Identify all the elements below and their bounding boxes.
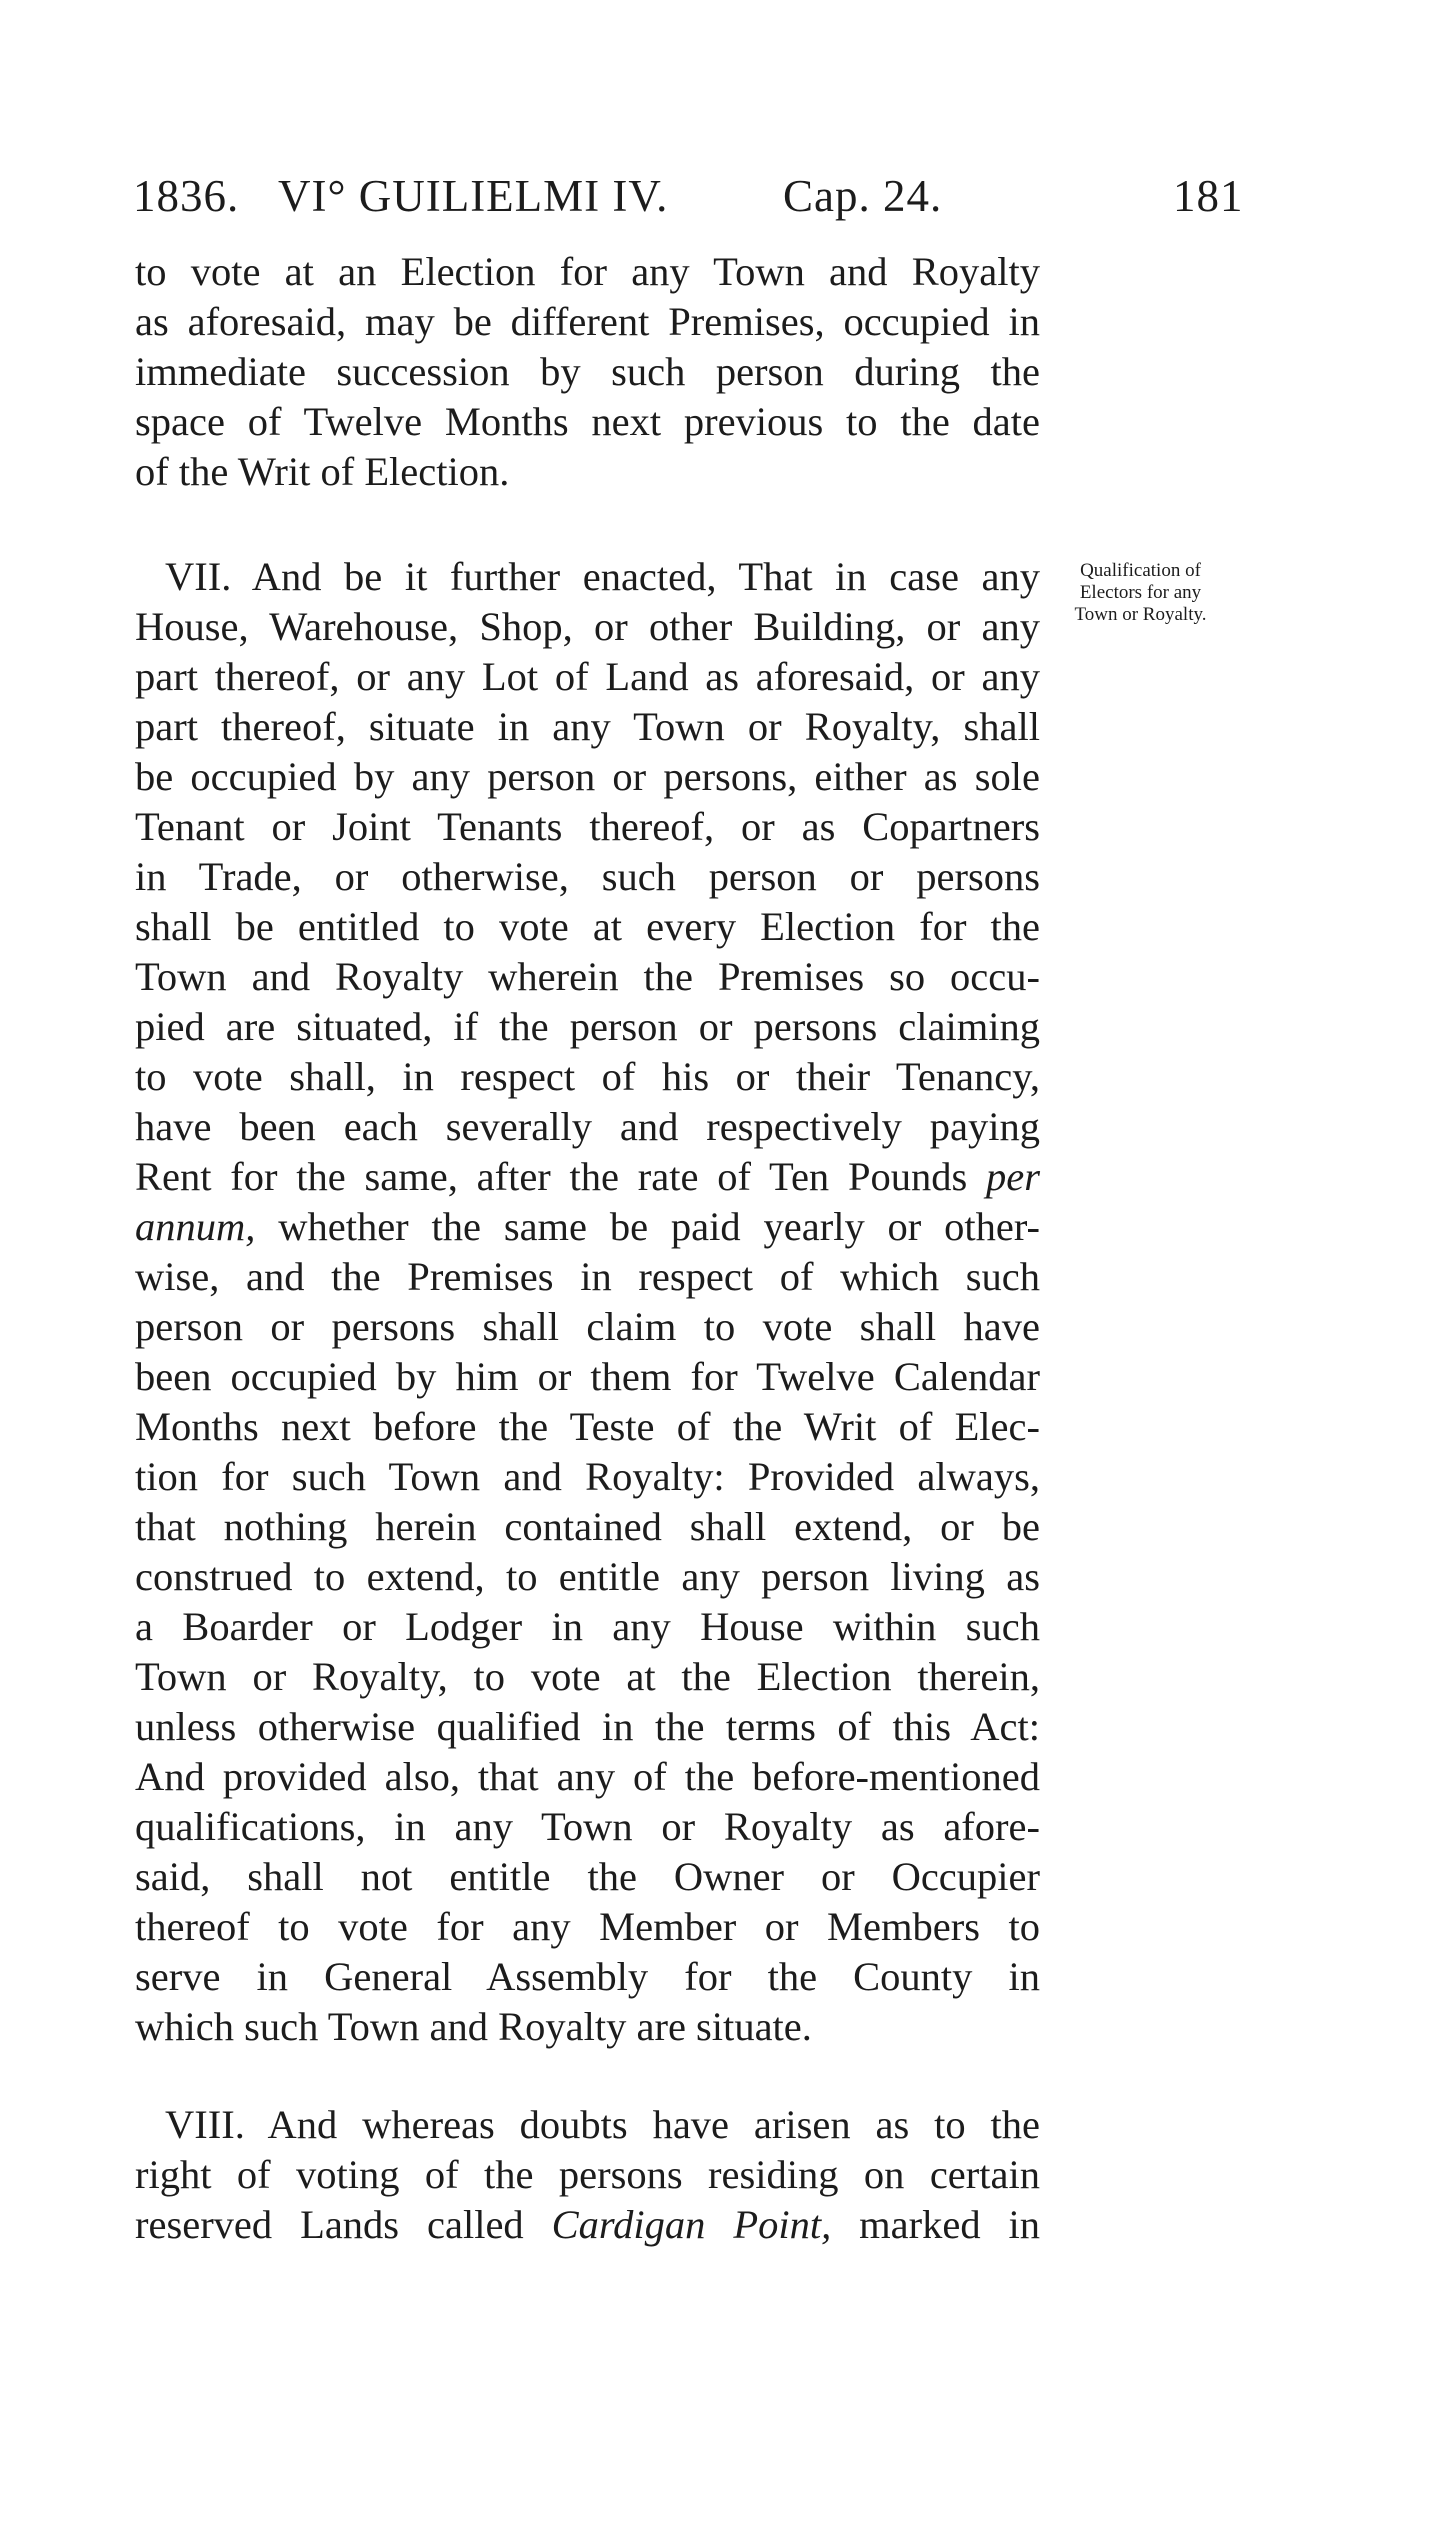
text-line: to vote shall, in respect of his or their Tenancy, <box>135 1054 1040 1099</box>
text-line-with-italic <box>135 1152 1040 1202</box>
text-line: unless otherwise qualified in the terms of this Act: <box>135 1704 1040 1749</box>
text-line: qualifications, in any Town or Royalty as afore- <box>135 1804 1040 1849</box>
text-line: Town or Royalty, to vote at the Election therein, <box>135 1654 1040 1699</box>
text-segment: Rent for the same, after the rate of Ten Pounds <box>135 1154 968 1199</box>
text-line: have been each severally and respectively paying <box>135 1104 1040 1149</box>
text-line-with-italic <box>135 2200 1040 2250</box>
text-line: as aforesaid, may be different Premises, occupied in <box>135 299 1040 344</box>
text-line: VIII. And whereas doubts have arisen as to the <box>165 2102 1040 2147</box>
marginal-note-line: Town or Royalty. <box>1074 604 1207 625</box>
text-line: to vote at an Election for any Town and Royalty <box>135 249 1040 294</box>
text-line: part thereof, or any Lot of Land as aforesaid, or any <box>135 654 1040 699</box>
text-line: VII. And be it further enacted, That in case any <box>165 554 1040 599</box>
text-line: space of Twelve Months next previous to the date <box>135 399 1040 444</box>
text-line: said, shall not entitle the Owner or Occupier <box>135 1854 1040 1899</box>
text-line: immediate succession by such person during the <box>135 349 1040 394</box>
text-line: which such Town and Royalty are situate. <box>135 2004 812 2049</box>
text-line: in Trade, or otherwise, such person or persons <box>135 854 1040 899</box>
italic-word: annum, <box>135 1204 256 1249</box>
italic-place-name: Cardigan Point, <box>551 2202 832 2247</box>
text-line-with-italic <box>135 1202 1040 1252</box>
text-segment: whether the same be paid yearly or other- <box>278 1204 1041 1249</box>
text-line: House, Warehouse, Shop, or other Building, or any <box>135 604 1040 649</box>
text-line: tion for such Town and Royalty: Provided always, <box>135 1454 1040 1499</box>
running-header <box>133 170 1243 230</box>
text-line: pied are situated, if the person or persons claiming <box>135 1004 1040 1049</box>
text-line: been occupied by him or them for Twelve Calendar <box>135 1354 1040 1399</box>
marginal-note-line: Electors for any <box>1079 582 1202 603</box>
text-line: Months next before the Teste of the Writ of Elec- <box>135 1404 1040 1449</box>
text-segment: marked in <box>859 2202 1041 2247</box>
text-line: construed to extend, to entitle any person living as <box>135 1554 1040 1599</box>
marginal-note <box>1048 560 1233 626</box>
text-line: serve in General Assembly for the County in <box>135 1954 1040 1999</box>
text-line: part thereof, situate in any Town or Royalty, shall <box>135 704 1040 749</box>
header-chapter: Cap. 24. <box>783 171 943 221</box>
text-line: And provided also, that any of the before-mentioned <box>135 1754 1040 1799</box>
text-segment: reserved Lands called <box>135 2202 524 2247</box>
header-year: 1836. <box>133 171 240 221</box>
header-title: VI° GUILIELMI IV. <box>278 171 669 221</box>
page-number: 181 <box>1173 171 1244 221</box>
text-line: of the Writ of Election. <box>135 449 510 494</box>
text-line: person or persons shall claim to vote shall have <box>135 1304 1040 1349</box>
italic-word: per <box>986 1154 1041 1199</box>
text-line: a Boarder or Lodger in any House within such <box>135 1604 1040 1649</box>
text-line: be occupied by any person or persons, either as sole <box>135 754 1040 799</box>
text-line: Tenant or Joint Tenants thereof, or as Copartners <box>135 804 1040 849</box>
text-line: thereof to vote for any Member or Members to <box>135 1904 1040 1949</box>
text-line: Town and Royalty wherein the Premises so occu- <box>135 954 1040 999</box>
text-line: shall be entitled to vote at every Election for the <box>135 904 1040 949</box>
text-line: right of voting of the persons residing on certain <box>135 2152 1040 2197</box>
text-line: wise, and the Premises in respect of which such <box>135 1254 1040 1299</box>
text-line: that nothing herein contained shall extend, or be <box>135 1504 1040 1549</box>
marginal-note-line: Qualification of <box>1080 560 1201 581</box>
